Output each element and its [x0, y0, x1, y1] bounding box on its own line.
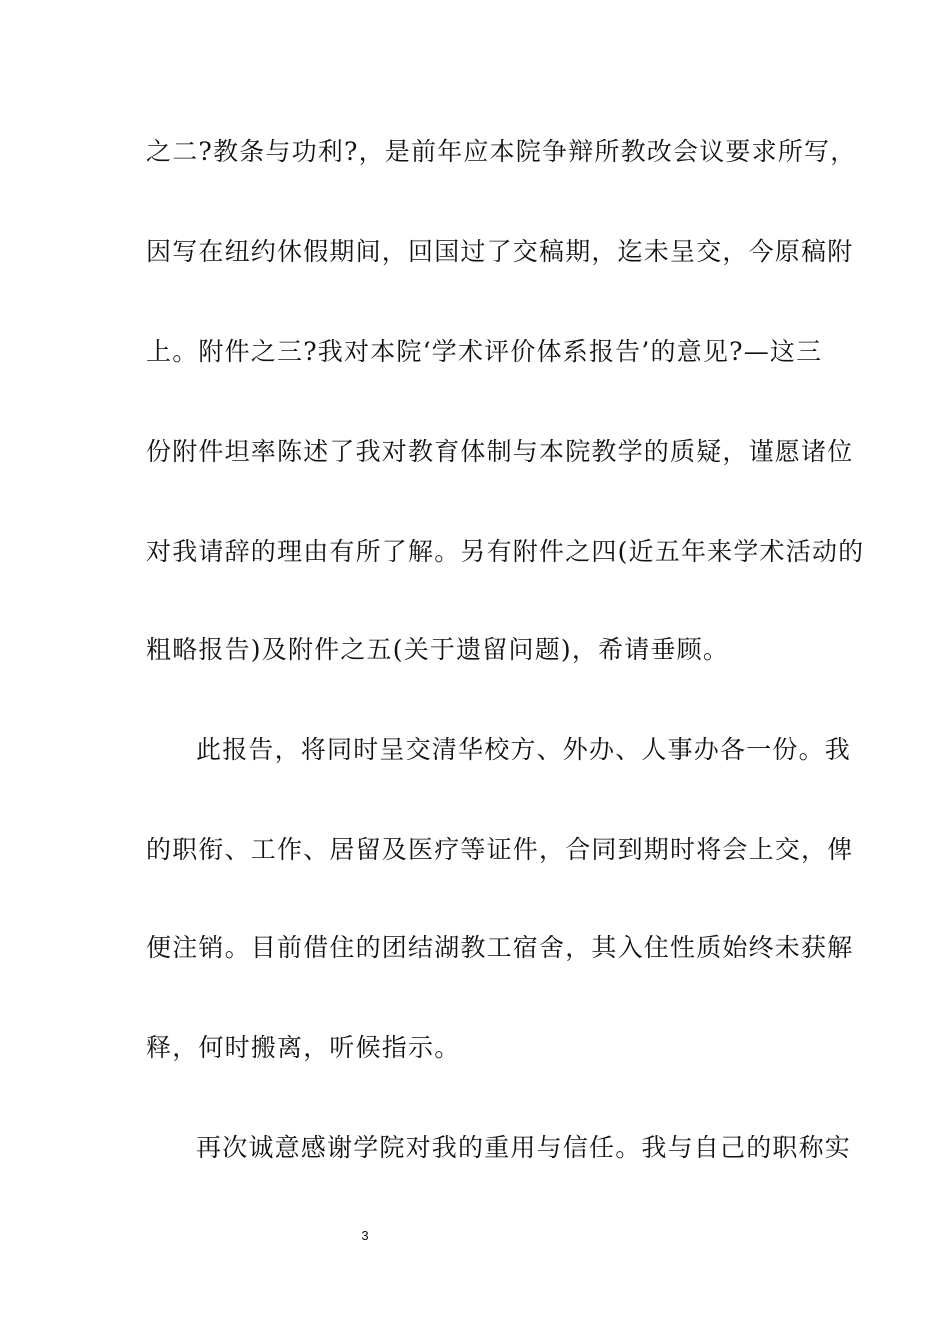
paragraph-line-2: 因写在纽约休假期间，回国过了交稿期，迄未呈交，今原稿附 — [146, 237, 854, 266]
paragraph-line-3: 上。附件之三?我对本院‘学术评价体系报告’的意见?—这三 — [146, 337, 823, 366]
paragraph-line-11: 再次诚意感谢学院对我的重用与信任。我与自己的职称实 — [196, 1133, 852, 1162]
paragraph-line-5: 对我请辞的理由有所了解。另有附件之四(近五年来学术活动的 — [146, 537, 865, 566]
page-number: 3 — [361, 1228, 369, 1243]
paragraph-line-9: 便注销。目前借住的团结湖教工宿舍，其入住性质始终未获解 — [146, 933, 854, 962]
paragraph-line-1: 之二?教条与功利?，是前年应本院争辩所教改会议要求所写， — [146, 137, 857, 166]
paragraph-line-6: 粗略报告)及附件之五(关于遗留问题)，希请垂顾。 — [146, 635, 730, 664]
paragraph-line-10: 释，何时搬离，听候指示。 — [146, 1033, 461, 1062]
paragraph-line-4: 份附件坦率陈述了我对教育体制与本院教学的质疑，谨愿诸位 — [146, 437, 854, 466]
paragraph-line-7: 此报告，将同时呈交清华校方、外办、人事办各一份。我 — [196, 735, 852, 764]
paragraph-line-8: 的职衔、工作、居留及医疗等证件，合同到期时将会上交，俾 — [146, 835, 854, 864]
